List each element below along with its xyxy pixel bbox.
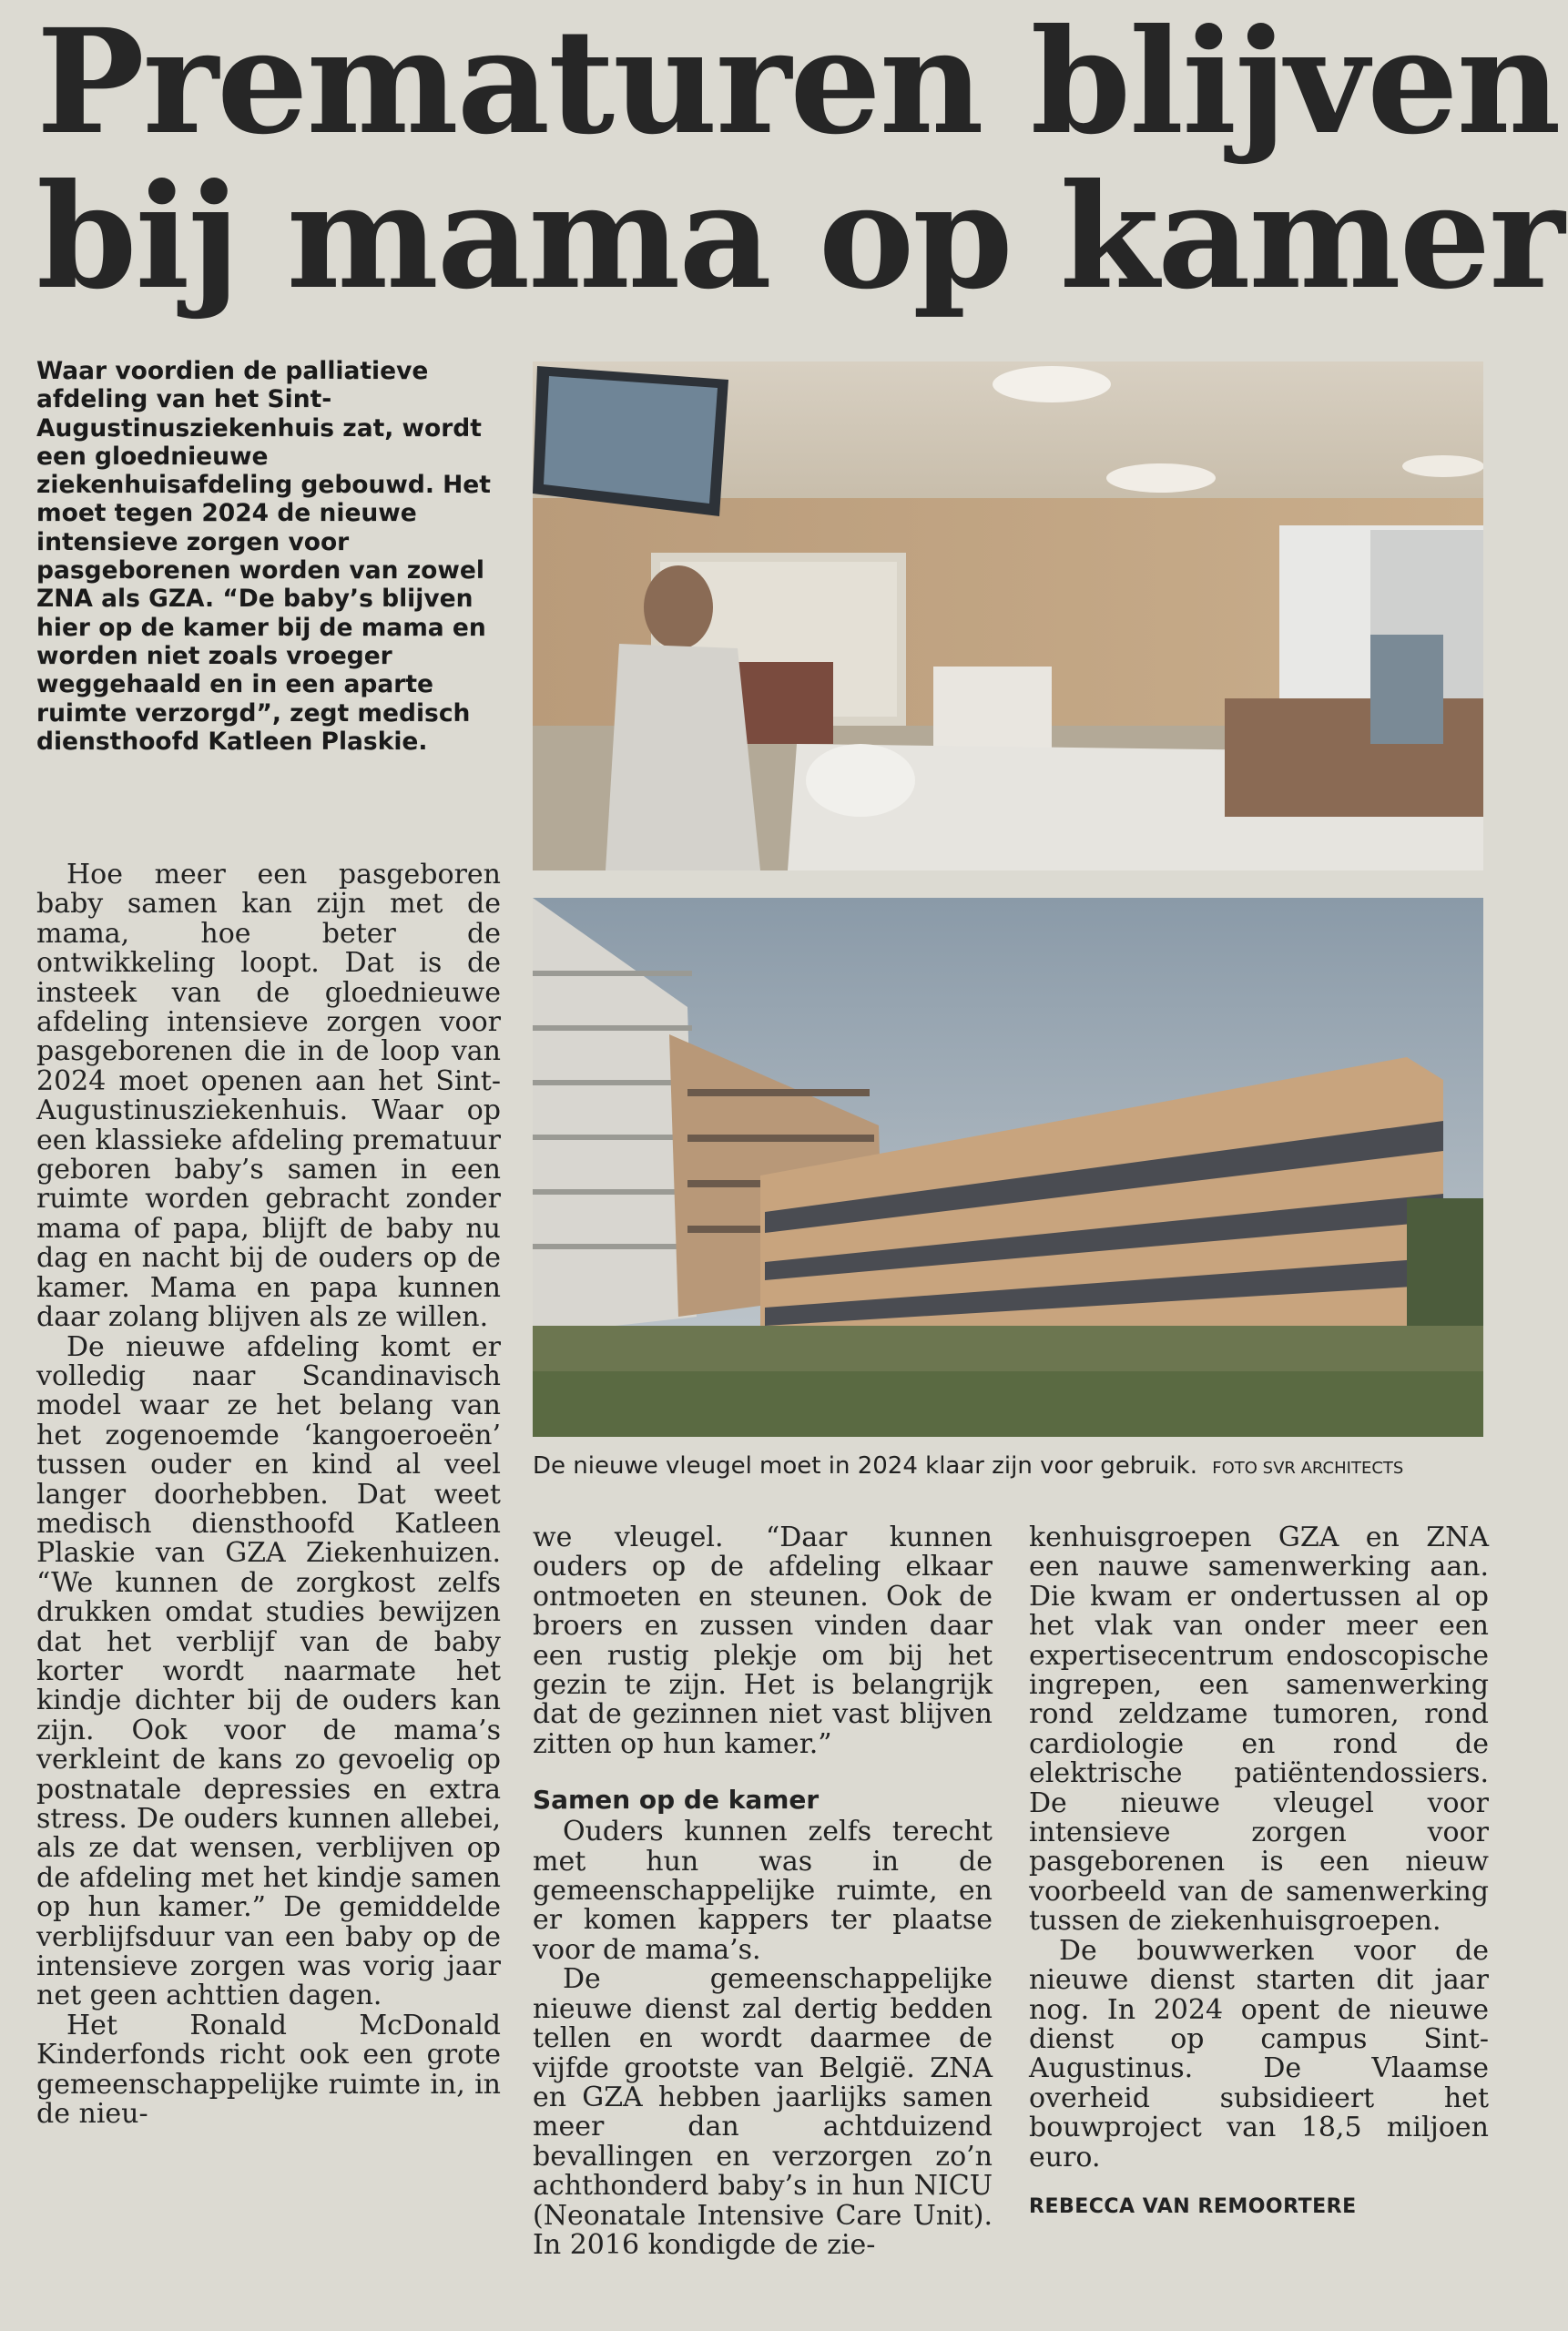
body-paragraph: De gemeenschappelijke nieuwe dienst zal dertig bedden tellen en wordt daarmee de vijfde grootste van België. ZNA en GZA hebben jaarlijks samen meer dan achtduizend bevallingen en verzorgen zo’n achthonderd baby’s in hun NICU (Neonatale Intensive Care Unit). In 2016 kondigde de zie- xyxy=(533,1963,993,2261)
building-photo xyxy=(533,898,1483,1437)
body-paragraph: Ouders kunnen zelfs terecht met hun was in de gemeenschappelijke ruimte, en er komen kappers ter plaatse voor de mama’s. xyxy=(533,1816,993,1966)
caption-text: De nieuwe vleugel moet in 2024 klaar zijn voor gebruik. xyxy=(533,1452,1197,1480)
author-byline: REBECCA VAN REMOORTERE xyxy=(1029,2194,1357,2218)
interior-photo xyxy=(533,361,1483,870)
body-column-1 xyxy=(36,860,501,2129)
intro-lead: Waar voordien de palliatieve afdeling van het Sint-Augustinusziekenhuis zat, wordt een gloednieuwe ziekenhuisafdeling gebouwd. Het moet tegen 2024 de nieuwe intensieve zorgen voor pasgeborenen worden van zowel ZNA als GZA. “De baby’s blijven hier op de kamer bij de mama en worden niet zoals vroeger weggehaald en in een aparte ruimte verzorgd”, zegt medisch diensthoofd Katleen Plaskie. xyxy=(36,357,491,756)
body-column-3 xyxy=(1029,1523,1489,2222)
headline-line-2: bij mama op kamer xyxy=(36,153,1563,321)
body-paragraph-continued: kenhuisgroepen GZA en ZNA een nauwe samenwerking aan. Die kwam er ondertussen al op het vlak van onder meer een expertisecentrum endoscopische ingrepen, een samenwerking rond zeldzame tumoren, rond cardiologie en rond de elektrische patiëntendossiers. De nieuwe vleugel voor intensieve zorgen voor pasgeborenen is een nieuw voorbeeld van de samenwerking tussen de ziekenhuisgroepen. xyxy=(1029,1522,1489,1938)
headline-line-1: Prematuren blijven xyxy=(36,0,1560,167)
body-column-2 xyxy=(533,1523,993,2260)
body-paragraph: Hoe meer een pasgeboren baby samen kan zijn met de mama, hoe beter de ontwikkeling loopt. Dat is de insteek van de gloednieuwe afdeling intensieve zorgen voor pasgeborenen die in de loop van 2024 moet openen aan het Sint-Augustinusziekenhuis. Waar op een klassieke afdeling prematuur geboren baby’s samen in een ruimte worden gebracht zonder mama of papa, blijft de baby nu dag en nacht bij de ouders op de kamer. Mama en papa kunnen daar zolang blijven als ze willen. xyxy=(36,859,501,1334)
headline xyxy=(36,0,1563,321)
body-paragraph: De bouwwerken voor de nieuwe dienst starten dit jaar nog. In 2024 opent de nieuwe dienst op campus Sint-Augustinus. De Vlaamse overheid subsidieert het bouwproject van 18,5 miljoen euro. xyxy=(1029,1934,1489,2173)
body-paragraph: Het Ronald McDonald Kinderfonds richt ook een grote gemeenschappelijke ruimte in, in de nieu- xyxy=(36,2009,501,2131)
photo-caption xyxy=(533,1451,1483,1483)
body-paragraph: De nieuwe afdeling komt er volledig naar Scandinavisch model waar ze het belang van het zogenoemde ‘kangoeroeën’ tussen ouder en kind al veel langer doorhebben. Dat weet medisch diensthoofd Katleen Plaskie van GZA Ziekenhuizen. “We kunnen de zorgkost zelfs drukken omdat studies bewijzen dat het verblijf van de baby korter wordt naarmate het kindje dichter bij de ouders kan zijn. Ook voor de mama’s verkleint de kans zo gevoelig op postnatale depressies en extra stress. De ouders kunnen allebei, als ze dat wensen, verblijven op de afdeling met het kindje samen op hun kamer.” De gemiddelde verblijfsduur van een baby op de intensieve zorgen was vorig jaar net geen achttien dagen. xyxy=(36,1330,501,2012)
body-paragraph-continued: we vleugel. “Daar kunnen ouders op de afdeling elkaar ontmoeten en steunen. Ook de broers en zussen vinden daar een rustig plekje om bij het gezin te zijn. Het is belangrijk dat de gezinnen niet vast blijven zitten op hun kamer.” xyxy=(533,1522,993,1760)
photo-credit: FOTO SVR ARCHITECTS xyxy=(1212,1459,1404,1478)
subheading: Samen op de kamer xyxy=(533,1785,820,1816)
